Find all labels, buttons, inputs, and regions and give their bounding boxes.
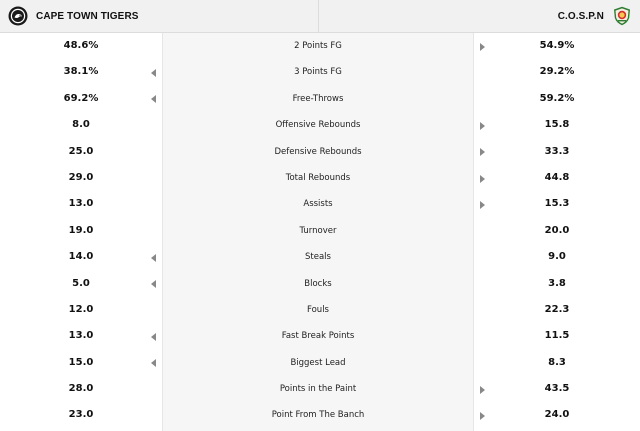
home-team[interactable] [8, 6, 139, 26]
away-stat-value: 33.3 [544, 145, 570, 157]
away-stat-value: 24.0 [544, 409, 570, 421]
away-team-name: C.O.S.P.N [557, 10, 604, 22]
stat-label: Point From The Banch [271, 410, 365, 421]
home-stat-value: 23.0 [68, 409, 94, 421]
stat-row [0, 244, 640, 270]
home-stat-value: 14.0 [68, 251, 94, 263]
home-leader-arrow-icon [151, 333, 156, 341]
stat-label: 2 Points FG [294, 41, 342, 51]
stat-label: Free-Throws [292, 93, 344, 104]
stat-row [0, 165, 640, 191]
home-stat-value: 28.0 [68, 383, 94, 395]
stat-row [0, 323, 640, 349]
away-stat-value: 22.3 [544, 303, 570, 315]
stat-label: Defensive Rebounds [274, 146, 362, 157]
stat-row [0, 139, 640, 165]
header-divider [318, 0, 319, 33]
stat-row [0, 297, 640, 323]
home-stat-value: 69.2% [63, 92, 99, 104]
stat-label: Blocks [304, 278, 332, 289]
home-stat-value: 19.0 [68, 224, 94, 236]
away-stat-value: 59.2% [539, 92, 575, 104]
stat-row [0, 112, 640, 138]
home-stat-value: 29.0 [68, 171, 94, 183]
stat-row [0, 271, 640, 297]
stat-row [0, 350, 640, 376]
home-stat-value: 38.1% [63, 66, 99, 78]
home-stat-value: 25.0 [68, 145, 94, 157]
stat-label: Offensive Rebounds [275, 120, 361, 131]
home-stat-value: 13.0 [68, 330, 94, 342]
tiger-crest-icon [8, 6, 28, 26]
home-stat-value: 5.0 [72, 277, 90, 289]
away-stat-value: 44.8 [544, 171, 570, 183]
home-leader-arrow-icon [151, 69, 156, 77]
away-stat-value: 20.0 [544, 224, 570, 236]
stat-row [0, 33, 640, 59]
stat-row [0, 402, 640, 428]
away-stat-value: 43.5 [544, 383, 570, 395]
home-team-name: CAPE TOWN TIGERS [36, 10, 139, 22]
stat-label: Steals [305, 252, 331, 263]
stat-label: 3 Points FG [294, 67, 342, 78]
away-stat-value: 3.8 [548, 277, 566, 289]
stat-label: Points in the Paint [279, 384, 357, 395]
away-team[interactable] [558, 6, 632, 26]
stat-label: Assists [303, 199, 333, 210]
away-stat-value: 15.8 [544, 119, 570, 131]
stat-label: Fouls [307, 304, 329, 315]
stat-row [0, 59, 640, 85]
stats-table [0, 33, 640, 429]
away-stat-value: 29.2% [539, 66, 575, 78]
away-stat-value: 15.3 [544, 198, 570, 210]
home-leader-arrow-icon [151, 280, 156, 288]
comparison-header [0, 0, 640, 33]
away-stat-value: 8.3 [548, 356, 566, 368]
home-leader-arrow-icon [151, 254, 156, 262]
stat-label: Biggest Lead [290, 357, 346, 368]
home-leader-arrow-icon [151, 95, 156, 103]
stat-label: Fast Break Points [281, 331, 355, 342]
home-stat-value: 12.0 [68, 303, 94, 315]
home-stat-value: 8.0 [72, 119, 90, 131]
stat-label: Total Rebounds [285, 172, 351, 183]
home-stat-value: 48.6% [63, 40, 99, 51]
cospn-crest-icon [612, 6, 632, 26]
away-stat-value: 11.5 [544, 330, 570, 342]
home-leader-arrow-icon [151, 359, 156, 367]
stat-label: Turnover [299, 225, 337, 236]
away-stat-value: 54.9% [539, 40, 575, 51]
home-stat-value: 15.0 [68, 356, 94, 368]
stat-row [0, 191, 640, 217]
stat-row [0, 86, 640, 112]
away-stat-value: 9.0 [548, 251, 566, 263]
stat-row [0, 218, 640, 244]
home-stat-value: 13.0 [68, 198, 94, 210]
stat-row [0, 376, 640, 402]
